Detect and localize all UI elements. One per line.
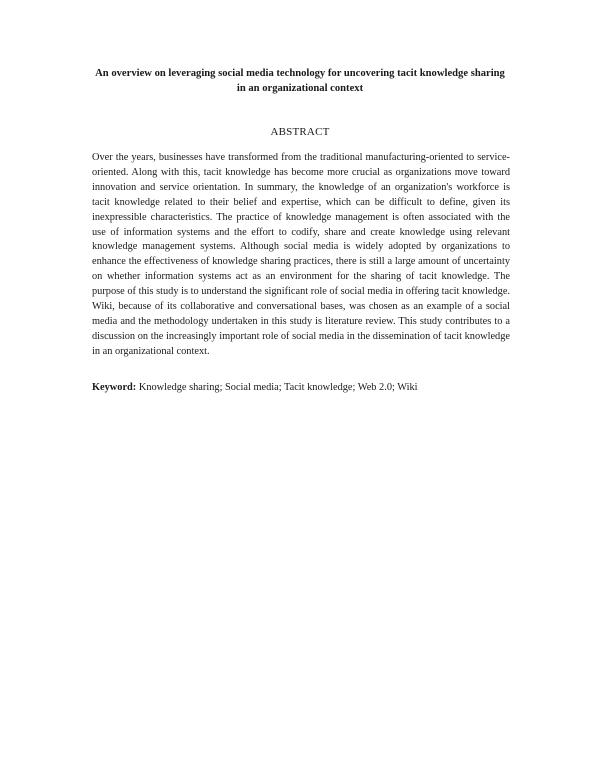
keywords-label: Keyword:	[92, 382, 137, 393]
paper-title: An overview on leveraging social media technology for uncovering tacit knowledge sharing in an organizational context	[95, 68, 505, 94]
keywords-line	[92, 380, 510, 395]
abstract-heading: ABSTRACT	[270, 126, 330, 138]
abstract-body: Over the years, businesses have transformed from the traditional manufacturing-oriented to service-oriented. Along with this, tacit knowledge has become more crucial as organizations move toward innovation and service orientation. In summary, the knowledge of an organization's workforce is tacit knowledge related to their belief and expertise, which can be difficult to define, given its inexpressible characteristics. The practice of knowledge management is often associated with the use of information systems and the effort to codify, share and create knowledge using relevant knowledge management systems. Although social media is widely adopted by organizations to enhance the effectiveness of knowledge sharing practices, there is still a large amount of uncertainty on whether information systems act as an environment for the sharing of tacit knowledge. The purpose of this study is to understand the significant role of social media in offering tacit knowledge. Wiki, because of its collaborative and conversational bases, was chosen as an example of a social media and the methodology undertaken in this study is literature review. This study contributes to a discussion on the increasingly important role of social media in the dissemination of tacit knowledge in an organizational context.	[92, 152, 510, 357]
keywords-text: Knowledge sharing; Social media; Tacit knowledge; Web 2.0; Wiki	[138, 382, 418, 393]
